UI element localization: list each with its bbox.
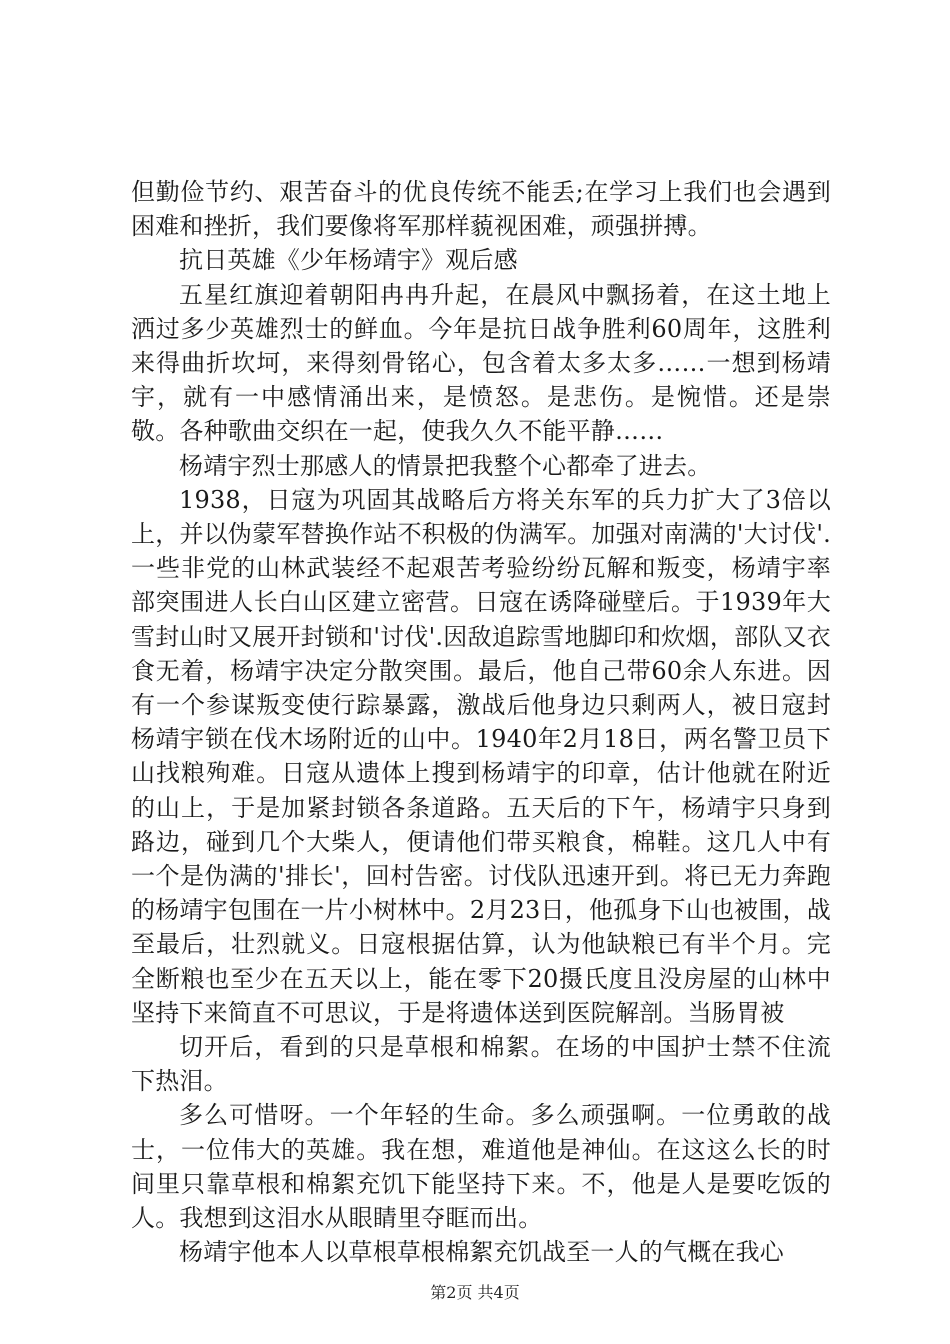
- paragraph: 杨靖宇他本人以草根草根棉絮充饥战至一人的气概在我心: [179, 1238, 784, 1267]
- paragraph: 多么可惜呀。一个年轻的生命。多么顽强啊。一位勇敢的战士，一位伟大的英雄。我在想，难道他是神仙。在这这么长的时间里只靠草根和棉絮充饥下能坚持下来。不，他是人是要吃饭的人。我想到这泪水从眼睛里夺眶而出。: [131, 1101, 831, 1233]
- document-body: [131, 175, 831, 1270]
- paragraph-continuation: 但勤俭节约、艰苦奋斗的优良传统不能丢;在学习上我们也会遇到困难和挫折，我们要像将军那样藐视困难，顽强拼搏。: [131, 178, 831, 241]
- page-footer: 第2页 共4页: [430, 1283, 520, 1302]
- paragraph: 五星红旗迎着朝阳冉冉升起，在晨风中飘扬着，在这土地上洒过多少英雄烈士的鲜血。今年是抗日战争胜利60周年，这胜利来得曲折坎坷，来得刻骨铭心，包含着太多太多……一想到杨靖宇，就有一中感情涌出来，是愤怒。是悲伤。是惋惜。还是崇敬。各种歌曲交织在一起，使我久久不能平静……: [131, 280, 831, 446]
- paragraph: 杨靖宇烈士那感人的情景把我整个心都牵了进去。: [179, 451, 712, 480]
- essay-title: 抗日英雄《少年杨靖宇》观后感: [179, 246, 518, 275]
- paragraph: 1938，日寇为巩固其战略后方将关东军的兵力扩大了3倍以上，并以伪蒙军替换作站不积极的伪满军。加强对南满的'大讨伐'.一些非党的山林武装经不起艰苦考验纷纷瓦解和叛变，杨靖宇率部突围进人长白山区建立密营。日寇在诱降碰壁后。于1939年大雪封山时又展开封锁和'讨伐'.因敌追踪雪地脚印和炊烟，部队又衣食无着，杨靖宇决定分散突围。最后，他自己带60余人东进。因有一个参谋叛变使行踪暴露，激战后他身边只剩两人，被日寇封杨靖宇锁在伐木场附近的山中。1940年2月18日，两名警卫员下山找粮殉难。日寇从遗体上搜到杨靖宇的印章，估计他就在附近的山上，于是加紧封锁各条道路。五天后的下午，杨靖宇只身到路边，碰到几个大柴人，便请他们带买粮食，棉鞋。这几人中有一个是伪满的'排长'，回村告密。讨伐队迅速开到。将已无力奔跑的杨靖宇包围在一片小树林中。2月23日，他孤身下山也被围，战至最后，壮烈就义。日寇根据估算，认为他缺粮已有半个月。完全断粮也至少在五天以上，能在零下20摄氏度且没房屋的山林中坚持下来简直不可思议，于是将遗体送到医院解剖。当肠胃被: [131, 485, 831, 1027]
- paragraph: 切开后，看到的只是草根和棉絮。在场的中国护士禁不住流下热泪。: [131, 1033, 831, 1096]
